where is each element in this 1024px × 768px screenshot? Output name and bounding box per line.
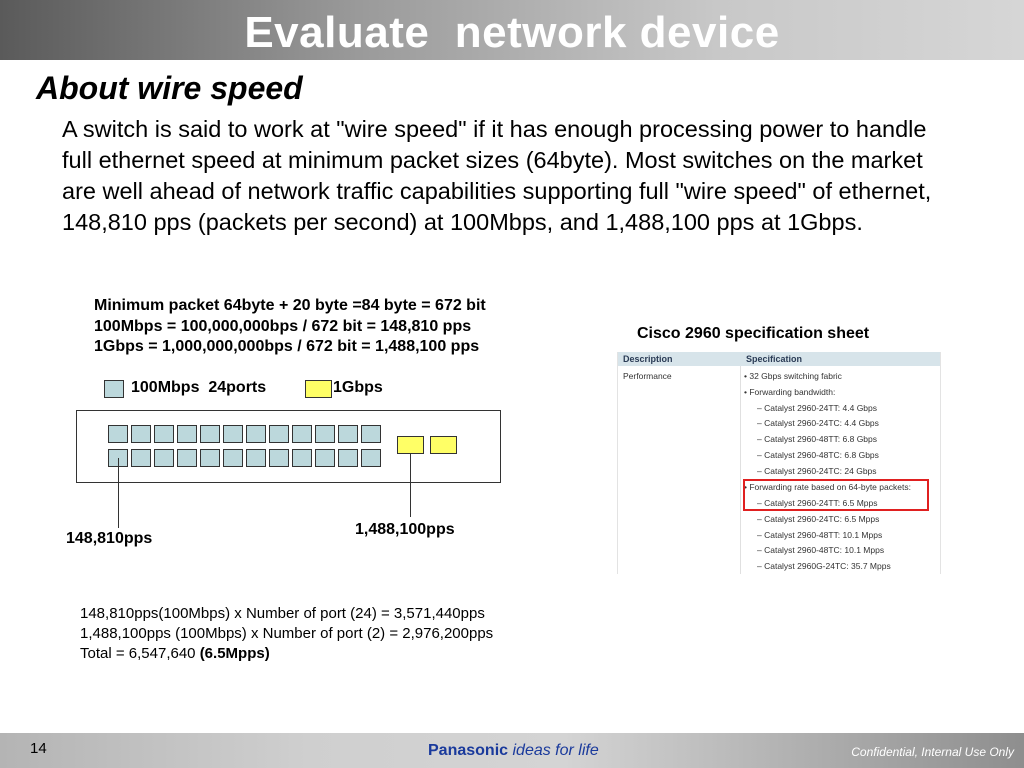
brand-name: Panasonic (428, 742, 509, 759)
fast-port (154, 449, 174, 467)
fast-port (246, 425, 266, 443)
spec-line: – Catalyst 2960-48TT: 6.8 Gbps (757, 434, 878, 444)
spec-line: – Catalyst 2960-48TC: 10.1 Mpps (757, 545, 885, 555)
fast-port (315, 449, 335, 467)
fast-port (246, 449, 266, 467)
fast-port (361, 449, 381, 467)
fast-port (223, 425, 243, 443)
slide-title: Evaluate network device (244, 8, 780, 57)
spec-row-label: Performance (623, 371, 672, 381)
brand-logo (428, 742, 599, 760)
fast-pointer-line (118, 458, 119, 528)
giga-pointer-line (410, 453, 411, 517)
brand-tagline: ideas for life (512, 742, 599, 759)
spec-line: – Catalyst 2960-24TC: 4.4 Gbps (757, 418, 879, 428)
calc-line-1gbps: 1Gbps = 1,000,000,000bps / 672 bit = 1,488,100 pps (94, 338, 480, 355)
fast-port (108, 425, 128, 443)
fast-port (269, 449, 289, 467)
slide-subtitle: About wire speed (36, 70, 303, 106)
total-mpps: (6.5Mpps) (199, 645, 270, 662)
spec-header-description: Description (623, 354, 673, 364)
fast-port (338, 425, 358, 443)
legend-giga-swatch (305, 380, 332, 398)
highlight-box (743, 479, 929, 511)
footer-bar (0, 733, 1024, 768)
spec-line: – Catalyst 2960-24TC: 24 Gbps (757, 466, 877, 476)
fast-port (177, 425, 197, 443)
legend-giga-label: 1Gbps (333, 379, 383, 396)
fast-port (131, 425, 151, 443)
giga-port (430, 436, 457, 454)
total-value: Total = 6,547,640 (80, 645, 200, 662)
fast-port (223, 449, 243, 467)
fast-pps-label: 148,810pps (66, 530, 153, 547)
fast-port (154, 425, 174, 443)
spec-line: • Forwarding bandwidth: (744, 387, 836, 397)
fast-port (338, 449, 358, 467)
totals-block (80, 604, 493, 664)
calculation-block (94, 296, 486, 358)
fast-port (177, 449, 197, 467)
spec-line: – Catalyst 2960-48TT: 10.1 Mpps (757, 530, 883, 540)
fast-port (269, 425, 289, 443)
spec-header-row (618, 352, 940, 366)
fast-port (315, 425, 335, 443)
total-line-giga: 1,488,100pps (100Mbps) x Number of port (2) = 2,976,200pps (80, 625, 494, 642)
total-line-fast: 148,810pps(100Mbps) x Number of port (24) = 3,571,440pps (80, 605, 485, 622)
fast-port (131, 449, 151, 467)
giga-port (397, 436, 424, 454)
switch-diagram (76, 410, 501, 483)
spec-header-specification: Specification (746, 354, 803, 364)
calc-line-100mbps: 100Mbps = 100,000,000bps / 672 bit = 148,810 pps (94, 317, 472, 335)
spec-line: – Catalyst 2960-24TT: 4.4 Gbps (757, 403, 878, 413)
spec-line: – Catalyst 2960-48TC: 6.8 Gbps (757, 450, 879, 460)
spec-line: – Catalyst 2960-24TC: 6.5 Mpps (757, 514, 880, 524)
fast-port (200, 425, 220, 443)
spec-column-divider (740, 366, 741, 574)
giga-pps-label: 1,488,100pps (355, 521, 455, 538)
fast-port (292, 425, 312, 443)
body-paragraph: A switch is said to work at "wire speed" if it has enough processing power to handle full ethernet speed at minimum packet sizes (64byte). Most switches on the market are well ahead of network traffic capabilities supporting full "wire speed" of ethernet, 148,810 pps (packets per second) at 100Mbps, and 1,488,100 pps at 1Gbps. (62, 116, 932, 235)
cisco-spec-sheet (617, 352, 941, 574)
spec-line: • Forwarding rate based on 64-byte packets: (744, 482, 911, 492)
total-line-sum (80, 644, 493, 664)
spec-line: • 32 Gbps switching fabric (744, 371, 842, 381)
cisco-spec-title: Cisco 2960 specification sheet (637, 325, 870, 342)
legend-fast-swatch (104, 380, 124, 398)
fast-port (361, 425, 381, 443)
legend-fast-label: 100Mbps 24ports (131, 379, 267, 396)
fast-port (292, 449, 312, 467)
confidential-notice: Confidential, Internal Use Only (851, 745, 1014, 759)
spec-line: – Catalyst 2960-24TT: 6.5 Mpps (757, 498, 878, 508)
page-number: 14 (30, 740, 47, 757)
spec-line: – Catalyst 2960G-24TC: 35.7 Mpps (757, 561, 891, 571)
calc-line-packet: Minimum packet 64byte + 20 byte =84 byte = 672 bit (94, 297, 486, 314)
fast-port (200, 449, 220, 467)
